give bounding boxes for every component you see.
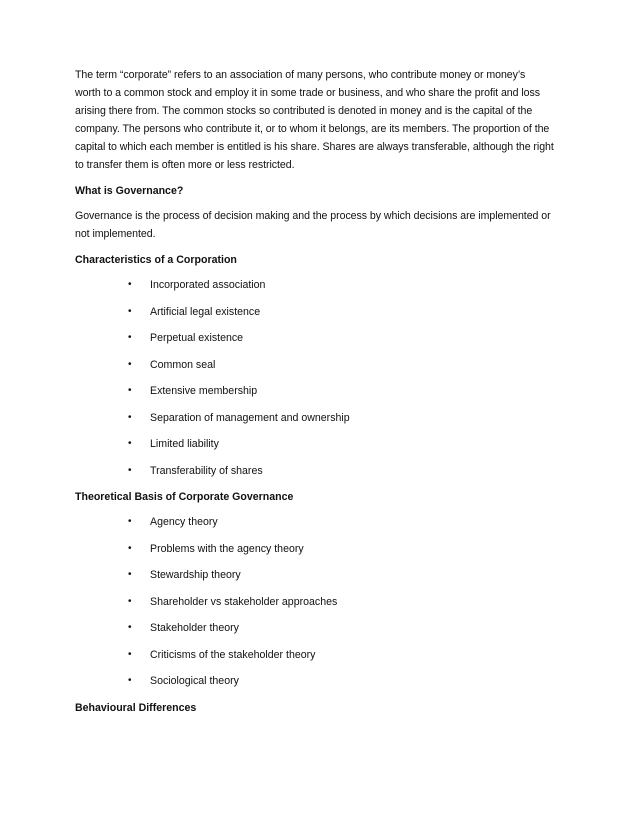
bullet-icon: • xyxy=(128,622,132,633)
list-item xyxy=(75,435,575,453)
bullet-icon: • xyxy=(128,411,132,423)
list-item-text: Limited liability xyxy=(150,438,219,450)
bullet-icon: • xyxy=(128,595,132,607)
list-item-text: Shareholder vs stakeholder approaches xyxy=(150,595,338,608)
intro-line: capital to which each member is entitled is his share. Shares are always transferable, although the right xyxy=(75,141,554,153)
list-item-text: Artificial legal existence xyxy=(150,305,261,318)
characteristics-list xyxy=(75,276,575,480)
bullet-icon: • xyxy=(128,542,132,554)
list-item xyxy=(75,646,575,664)
governance-paragraph xyxy=(75,207,575,243)
list-item-text: Separation of management and ownership xyxy=(150,411,350,424)
bullet-icon: • xyxy=(128,648,132,660)
list-item-text: Criticisms of the stakeholder theory xyxy=(150,648,316,661)
list-item xyxy=(75,593,575,611)
list-item xyxy=(75,356,575,374)
list-item xyxy=(75,276,575,294)
governance-line: not implemented. xyxy=(75,228,156,240)
list-item-text: Stewardship theory xyxy=(150,569,241,581)
theoretical-heading: Theoretical Basis of Corporate Governance xyxy=(75,491,294,503)
list-item-text: Agency theory xyxy=(150,516,218,528)
bullet-icon: • xyxy=(128,464,132,476)
intro-line: to transfer them is often more or less restricted. xyxy=(75,159,295,171)
intro-paragraph xyxy=(75,66,575,174)
list-item-text: Transferability of shares xyxy=(150,464,263,477)
document-page xyxy=(75,66,575,724)
list-item-text: Stakeholder theory xyxy=(150,622,239,634)
bullet-icon: • xyxy=(128,569,132,580)
list-item xyxy=(75,672,575,690)
list-item xyxy=(75,409,575,427)
list-item-text: Sociological theory xyxy=(150,675,239,687)
intro-line: arising there from. The common stocks so contributed is denoted in money and is the capital of the xyxy=(75,105,533,117)
bullet-icon: • xyxy=(128,305,132,317)
list-item-text: Extensive membership xyxy=(150,385,258,397)
list-item xyxy=(75,513,575,531)
bullet-icon: • xyxy=(128,279,132,290)
theoretical-list xyxy=(75,513,575,690)
intro-line: The term “corporate” refers to an association of many persons, who contribute money or money’s xyxy=(75,69,526,81)
bullet-icon: • xyxy=(128,358,132,370)
bullet-icon: • xyxy=(128,438,132,449)
characteristics-heading: Characteristics of a Corporation xyxy=(75,254,237,266)
list-item xyxy=(75,462,575,480)
intro-line: company. The persons who contribute it, or to whom it belongs, are its members. The proportion of the xyxy=(75,123,550,135)
list-item-text: Perpetual existence xyxy=(150,332,244,344)
bullet-icon: • xyxy=(128,332,132,343)
list-item xyxy=(75,619,575,637)
list-item xyxy=(75,329,575,347)
bullet-icon: • xyxy=(128,385,132,396)
list-item xyxy=(75,303,575,321)
list-item xyxy=(75,566,575,584)
bullet-icon: • xyxy=(128,675,132,686)
governance-heading: What is Governance? xyxy=(75,185,184,197)
list-item-text: Common seal xyxy=(150,358,216,371)
governance-line: Governance is the process of decision making and the process by which decisions are implemented or xyxy=(75,210,551,222)
behavioural-heading: Behavioural Differences xyxy=(75,701,197,714)
list-item xyxy=(75,540,575,558)
intro-line: worth to a common stock and employ it in some trade or business, and who share the profit and loss xyxy=(75,87,540,99)
list-item-text: Incorporated association xyxy=(150,279,266,291)
list-item xyxy=(75,382,575,400)
list-item-text: Problems with the agency theory xyxy=(150,542,304,555)
bullet-icon: • xyxy=(128,516,132,527)
